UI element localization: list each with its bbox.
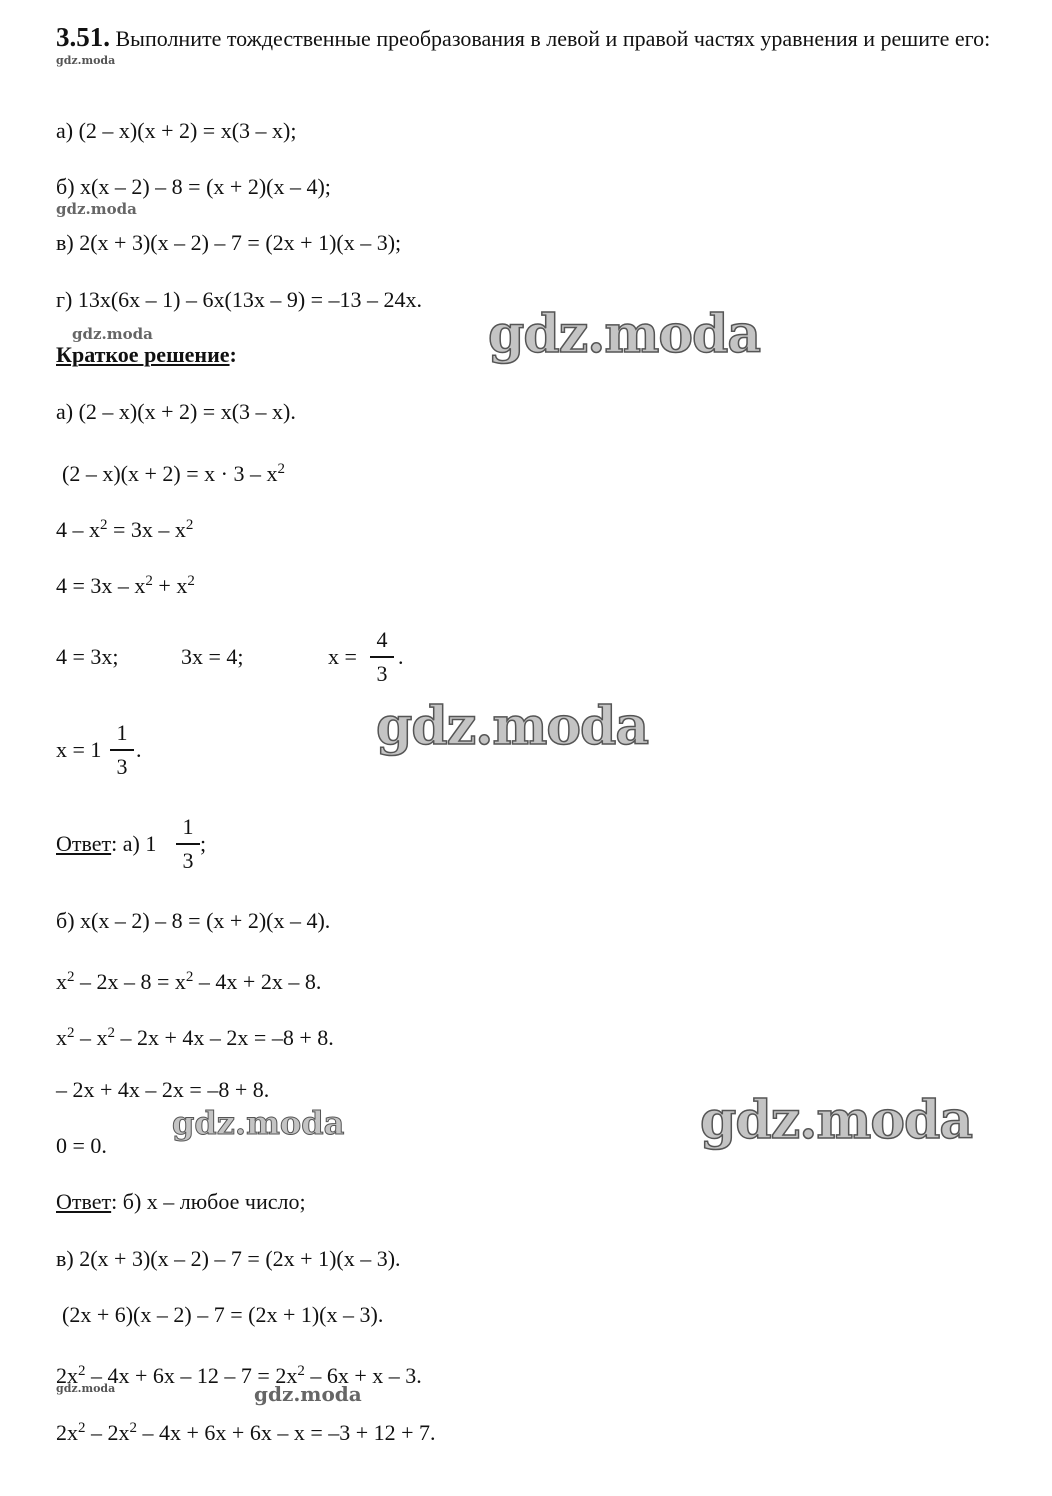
answer-a-fraction: 1 3 [176, 814, 200, 874]
watermark-tiny-1: gdz.moda [56, 54, 116, 67]
b-line-4: – 2x + 4x – 2x = –8 + 8. [56, 1077, 270, 1102]
b-line-3: $x^2 - x^2 - 2x + 4x - 2x = -8 + 8$. [56, 1025, 334, 1050]
a-line-2: $(2 - x)(x + 2) = x \cdot 3 - x^2$ [62, 461, 285, 486]
b-line-5: 0 = 0. [56, 1133, 107, 1158]
answer-a-end: ; [200, 831, 207, 856]
v-line-1: в) 2(x + 3)(x – 2) – 7 = (2x + 1)(x – 3). [56, 1246, 401, 1271]
watermark-tiny-2: gdz.moda [56, 1382, 116, 1395]
v-line-4: $2x^2 - 2x^2 - 4x + 6x + 6x - x = -3 + 12 + 7$. [56, 1420, 436, 1445]
a-line-1: а) (2 – x)(x + 2) = x(3 – x). [56, 399, 296, 424]
a-line-5b: 3x = 4; [181, 644, 244, 669]
watermark-big-1: gdz.moda [488, 304, 761, 365]
a-line-5a: 4 = 3x; [56, 644, 119, 669]
task-text: Выполните тождественные преобразования в левой и правой частях уравнения и решите его: [115, 26, 991, 51]
watermark-small-3: gdz.moda [254, 1382, 362, 1406]
a-line-6: x = 1 [56, 737, 102, 762]
answer-a: Ответ: а) 1 [56, 831, 157, 856]
watermark-mid-1: gdz.moda [172, 1104, 345, 1142]
v-line-2: (2x + 6)(x – 2) – 7 = (2x + 1)(x – 3). [62, 1302, 384, 1327]
task-number: 3.51. [56, 22, 110, 52]
problem-a: а) (2 – x)(x + 2) = x(3 – x); [56, 118, 297, 143]
a-line-5-end: . [398, 644, 404, 669]
a-fraction-4-3: 4 3 [370, 627, 394, 687]
watermark-big-3: gdz.moda [700, 1090, 973, 1151]
watermark-big-2: gdz.moda [376, 696, 649, 757]
watermark-small-2: gdz.moda [72, 325, 153, 343]
problem-b: б) x(x – 2) – 8 = (x + 2)(x – 4); [56, 174, 331, 199]
b-line-1: б) x(x – 2) – 8 = (x + 2)(x – 4). [56, 908, 331, 933]
a-line-3: $4 - x^2 = 3x - x^2$ [56, 517, 194, 542]
problem-v: в) 2(x + 3)(x – 2) – 7 = (2x + 1)(x – 3); [56, 230, 402, 255]
a-line-5c: x = [328, 644, 357, 669]
v-line-3: $2x^2 - 4x + 6x - 12 - 7 = 2x^2 - 6x + x - 3$. [56, 1363, 422, 1388]
a-line-6-end: . [136, 737, 142, 762]
b-line-2: $x^2 - 2x - 8 = x^2 - 4x + 2x - 8$. [56, 969, 322, 994]
answer-b: Ответ: б) x – любое число; [56, 1189, 306, 1214]
watermark-small-1: gdz.moda [56, 200, 137, 218]
a-fraction-1-3: 1 3 [110, 720, 134, 780]
a-line-4: $4 = 3x - x^2 + x^2$ [56, 573, 195, 598]
solution-heading: Краткое решение: [56, 342, 237, 367]
task-header [56, 22, 1046, 54]
problem-g: г) 13x(6x – 1) – 6x(13x – 9) = –13 – 24x. [56, 287, 423, 312]
